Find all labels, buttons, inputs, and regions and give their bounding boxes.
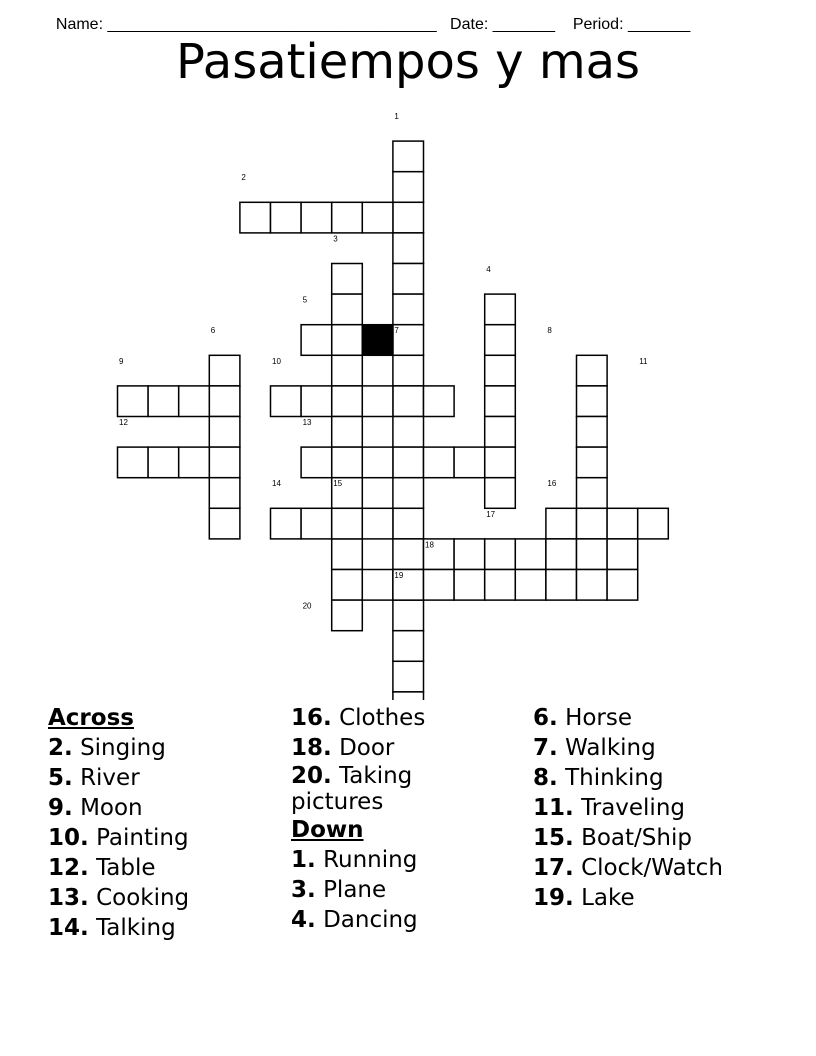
clue-number-18: 18	[425, 540, 434, 550]
grid-cell[interactable]	[577, 478, 608, 509]
grid-cell[interactable]	[424, 570, 455, 601]
date-label: Date: _______	[450, 16, 556, 33]
clue-number-19: 19	[394, 571, 404, 580]
grid-cell[interactable]	[393, 478, 424, 509]
clue-number-14: 14	[272, 479, 281, 489]
grid-cell[interactable]	[332, 264, 363, 295]
down-heading: Down	[291, 817, 364, 843]
grid-cell[interactable]	[118, 386, 149, 417]
grid-cell[interactable]	[577, 508, 608, 539]
grid-cell[interactable]	[577, 355, 608, 386]
grid-cell[interactable]	[546, 570, 577, 601]
grid-cell[interactable]	[485, 386, 516, 417]
clue-down-17: 17. Clock/Watch	[533, 855, 723, 881]
grid-cell[interactable]	[577, 570, 608, 601]
grid-cell[interactable]	[454, 570, 485, 601]
grid-cell[interactable]	[577, 386, 608, 417]
grid-cell[interactable]	[301, 447, 332, 478]
grid-cell[interactable]	[515, 570, 546, 601]
clue-across-12: 12. Table	[48, 855, 156, 881]
grid-cell[interactable]	[393, 661, 424, 692]
grid-cell[interactable]	[362, 386, 393, 417]
black-cell	[362, 325, 393, 356]
grid-cell[interactable]	[209, 355, 240, 386]
grid-cell[interactable]	[209, 386, 240, 417]
clue-across-5: 5. River	[48, 765, 140, 791]
clue-number-13: 13	[302, 418, 312, 427]
grid-cell[interactable]	[424, 386, 455, 417]
clue-across-2: 2. Singing	[48, 735, 166, 761]
grid-cell[interactable]	[393, 508, 424, 539]
grid-cell[interactable]	[393, 202, 424, 233]
grid-cell[interactable]	[454, 539, 485, 570]
clue-down-4: 4. Dancing	[291, 907, 418, 933]
grid-cell[interactable]	[332, 570, 363, 601]
grid-cell[interactable]	[332, 355, 363, 386]
grid-cell[interactable]	[607, 539, 638, 570]
grid-cell[interactable]	[393, 172, 424, 203]
grid-cell[interactable]	[393, 141, 424, 172]
grid-cell[interactable]	[209, 508, 240, 539]
grid-cell[interactable]	[577, 539, 608, 570]
grid-cell[interactable]	[301, 325, 332, 356]
clue-number-8: 8	[547, 326, 552, 336]
grid-cell[interactable]	[362, 202, 393, 233]
clue-number-2: 2	[241, 173, 246, 183]
clue-column-1	[48, 703, 189, 943]
grid-cell[interactable]	[607, 570, 638, 601]
clue-down-7: 7. Walking	[533, 735, 656, 761]
grid-cell[interactable]	[393, 264, 424, 295]
grid-cell[interactable]	[393, 692, 424, 700]
clue-across-13: 13. Cooking	[48, 885, 190, 911]
grid-cell[interactable]	[209, 417, 240, 448]
grid-cell[interactable]	[577, 417, 608, 448]
grid-cell[interactable]	[148, 386, 179, 417]
across-heading: Across	[48, 705, 134, 731]
clue-number-16: 16	[547, 479, 557, 489]
grid-cell[interactable]	[638, 508, 669, 539]
clue-number-7: 7	[394, 326, 399, 336]
grid-cell[interactable]	[118, 447, 149, 478]
grid-cell[interactable]	[271, 202, 302, 233]
grid-cell[interactable]	[485, 417, 516, 448]
clue-number-5: 5	[302, 295, 308, 305]
clue-across-14: 14. Talking	[48, 915, 176, 941]
grid-cell[interactable]	[607, 508, 638, 539]
grid-cell[interactable]	[332, 508, 363, 539]
grid-cell[interactable]	[424, 447, 455, 478]
clue-number-9: 9	[119, 356, 124, 366]
grid-cell[interactable]	[332, 600, 363, 631]
grid-cell[interactable]	[485, 539, 516, 570]
grid-cell[interactable]	[332, 294, 363, 325]
grid-cell[interactable]	[332, 417, 363, 448]
grid-cell[interactable]	[332, 202, 363, 233]
grid-cell[interactable]	[209, 478, 240, 509]
grid-cell[interactable]	[577, 447, 608, 478]
grid-cell[interactable]	[393, 600, 424, 631]
grid-cell[interactable]	[179, 386, 210, 417]
clue-down-15: 15. Boat/Ship	[533, 825, 692, 851]
grid-cell[interactable]	[485, 478, 516, 509]
clue-number-4: 4	[486, 265, 491, 274]
clue-across-18: 18. Door	[291, 735, 395, 761]
clue-across-16: 16. Clothes	[291, 705, 426, 731]
grid-cell[interactable]	[485, 294, 516, 325]
grid-cell[interactable]	[485, 325, 516, 356]
grid-cell[interactable]	[485, 355, 516, 386]
grid-cell[interactable]	[362, 570, 393, 601]
grid-cell[interactable]	[332, 386, 363, 417]
clue-down-19: 19. Lake	[533, 885, 635, 911]
clue-column-3	[533, 703, 723, 913]
clue-number-17: 17	[486, 509, 496, 519]
clue-number-10: 10	[272, 356, 281, 366]
grid-cell[interactable]	[393, 294, 424, 325]
clue-number-12: 12	[119, 418, 128, 427]
grid-cell[interactable]	[485, 570, 516, 601]
grid-cell[interactable]	[271, 386, 302, 417]
grid-cell[interactable]	[393, 233, 424, 264]
clue-down-8: 8. Thinking	[533, 765, 664, 791]
grid-cell[interactable]	[362, 447, 393, 478]
grid-cell[interactable]	[332, 539, 363, 570]
clue-number-1: 1	[394, 112, 399, 121]
grid-cell[interactable]	[454, 447, 485, 478]
clue-down-6: 6. Horse	[533, 705, 633, 731]
grid-cell[interactable]	[393, 386, 424, 417]
grid-cell[interactable]	[209, 447, 240, 478]
grid-cell[interactable]	[515, 539, 546, 570]
grid-cell[interactable]	[301, 508, 332, 539]
grid-cell[interactable]	[240, 202, 271, 233]
clue-number-3: 3	[333, 234, 338, 244]
clue-number-11: 11	[639, 356, 648, 366]
grid-cell[interactable]	[393, 631, 424, 662]
grid-cell[interactable]	[362, 508, 393, 539]
grid-cell[interactable]	[148, 447, 179, 478]
period-label: Period: _______	[572, 16, 691, 33]
grid-cell[interactable]	[332, 325, 363, 356]
grid-cell[interactable]	[393, 355, 424, 386]
grid-cell[interactable]	[301, 386, 332, 417]
clue-across-10: 10. Painting	[48, 825, 189, 851]
clue-number-6: 6	[210, 326, 216, 336]
grid-cell[interactable]	[271, 508, 302, 539]
name-label: Name: _____________________________________	[55, 16, 437, 33]
grid-cell[interactable]	[301, 202, 332, 233]
clue-down-3: 3. Plane	[291, 877, 387, 903]
grid-cell[interactable]	[393, 417, 424, 448]
clue-number-15: 15	[333, 479, 343, 489]
grid-cell[interactable]	[393, 447, 424, 478]
clue-down-11: 11. Traveling	[533, 795, 686, 821]
grid-cell[interactable]	[546, 539, 577, 570]
puzzle-title: Pasatiempos y mas	[175, 34, 640, 90]
grid-cell[interactable]	[179, 447, 210, 478]
grid-cell[interactable]	[546, 508, 577, 539]
clue-across-9: 9. Moon	[48, 795, 143, 821]
clue-column-2	[291, 703, 471, 935]
clue-number-20: 20	[302, 601, 312, 611]
clue-down-1: 1. Running	[291, 847, 418, 873]
grid-cell[interactable]	[485, 447, 516, 478]
clue-across-20: 20. Taking pictures	[291, 763, 413, 815]
grid-cell[interactable]	[393, 539, 424, 570]
grid-cell[interactable]	[332, 447, 363, 478]
